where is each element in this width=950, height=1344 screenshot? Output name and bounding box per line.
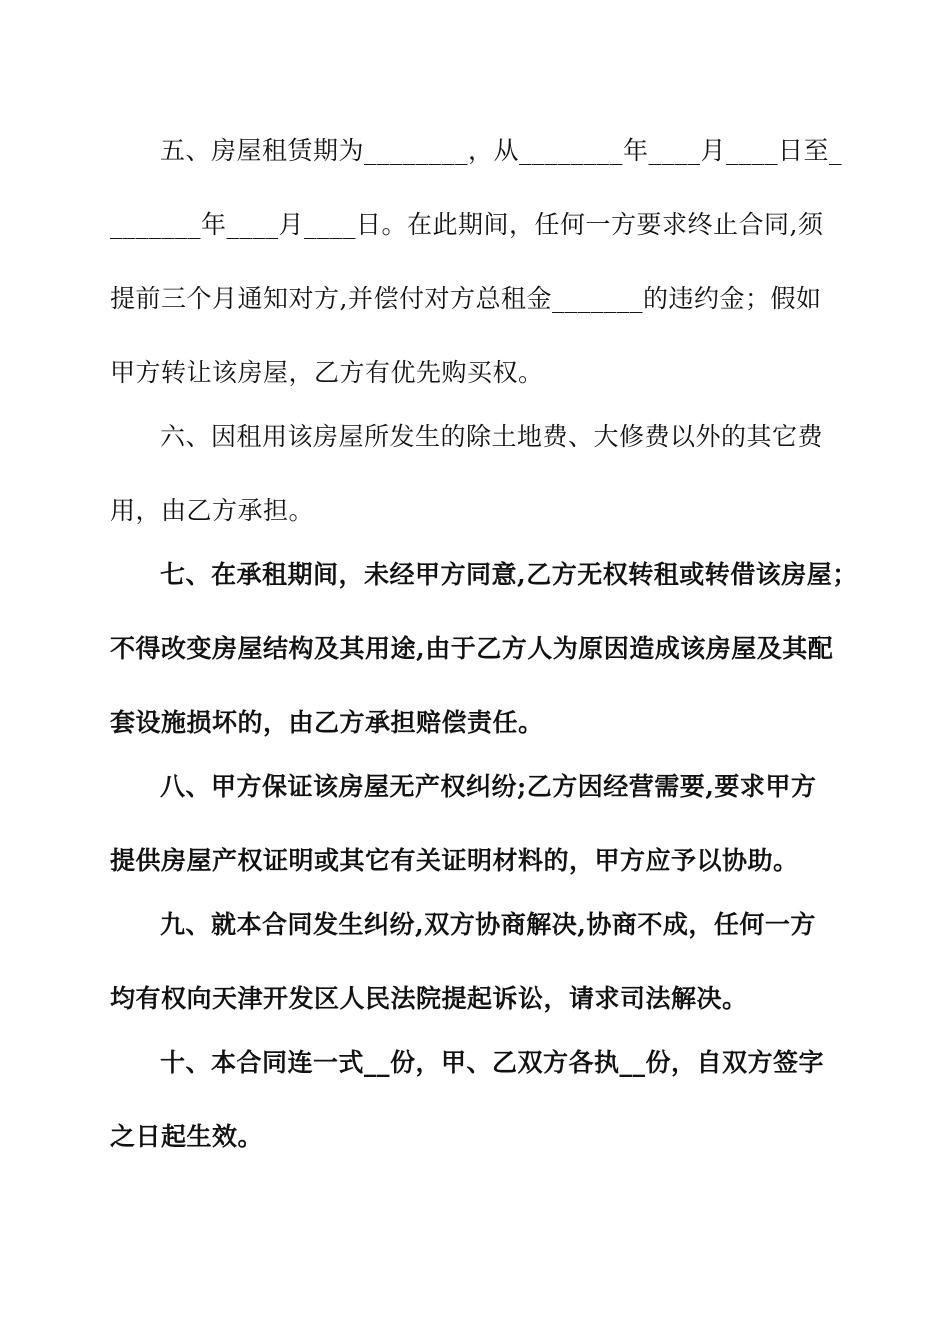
clause-8-line-1: 八、甲方保证该房屋无产权纠纷;乙方因经营需要,要求甲方: [160, 772, 817, 801]
clause-7-line-3: 套设施损坏的，由乙方承担赔偿责任。: [110, 708, 544, 737]
clause-5-line-1: 五、房屋租赁期为________，从________年____月____日至_: [160, 136, 843, 165]
clause-5-line-2: _______年____月____日。在此期间，任何一方要求终止合同,须: [110, 210, 824, 239]
clause-9-line-1: 九、就本合同发生纠纷,双方协商解决,协商不成，任何一方: [160, 910, 816, 939]
clause-5-line-3: 提前三个月通知对方,并偿付对方总租金_______的违约金；假如: [110, 284, 822, 313]
clause-5-line-4: 甲方转让该房屋，乙方有优先购买权。: [110, 358, 544, 387]
clause-10-line-2: 之日起生效。: [110, 1122, 264, 1151]
clause-6-line-1: 六、因租用该房屋所发生的除土地费、大修费以外的其它费: [160, 422, 824, 451]
clause-7-line-1: 七、在承租期间，未经甲方同意,乙方无权转租或转借该房屋；: [160, 560, 858, 589]
clause-9-line-2: 均有权向天津开发区人民法院提起诉讼，请求司法解决。: [110, 984, 748, 1013]
clause-6-line-2: 用，由乙方承担。: [110, 496, 315, 525]
clause-8-line-2: 提供房屋产权证明或其它有关证明材料的，甲方应予以协助。: [110, 846, 799, 875]
clause-7-line-2: 不得改变房屋结构及其用途,由于乙方人为原因造成该房屋及其配: [110, 634, 834, 663]
clause-10-line-1: 十、本合同连一式__份，甲、乙双方各执__份，自双方签字: [160, 1048, 825, 1077]
